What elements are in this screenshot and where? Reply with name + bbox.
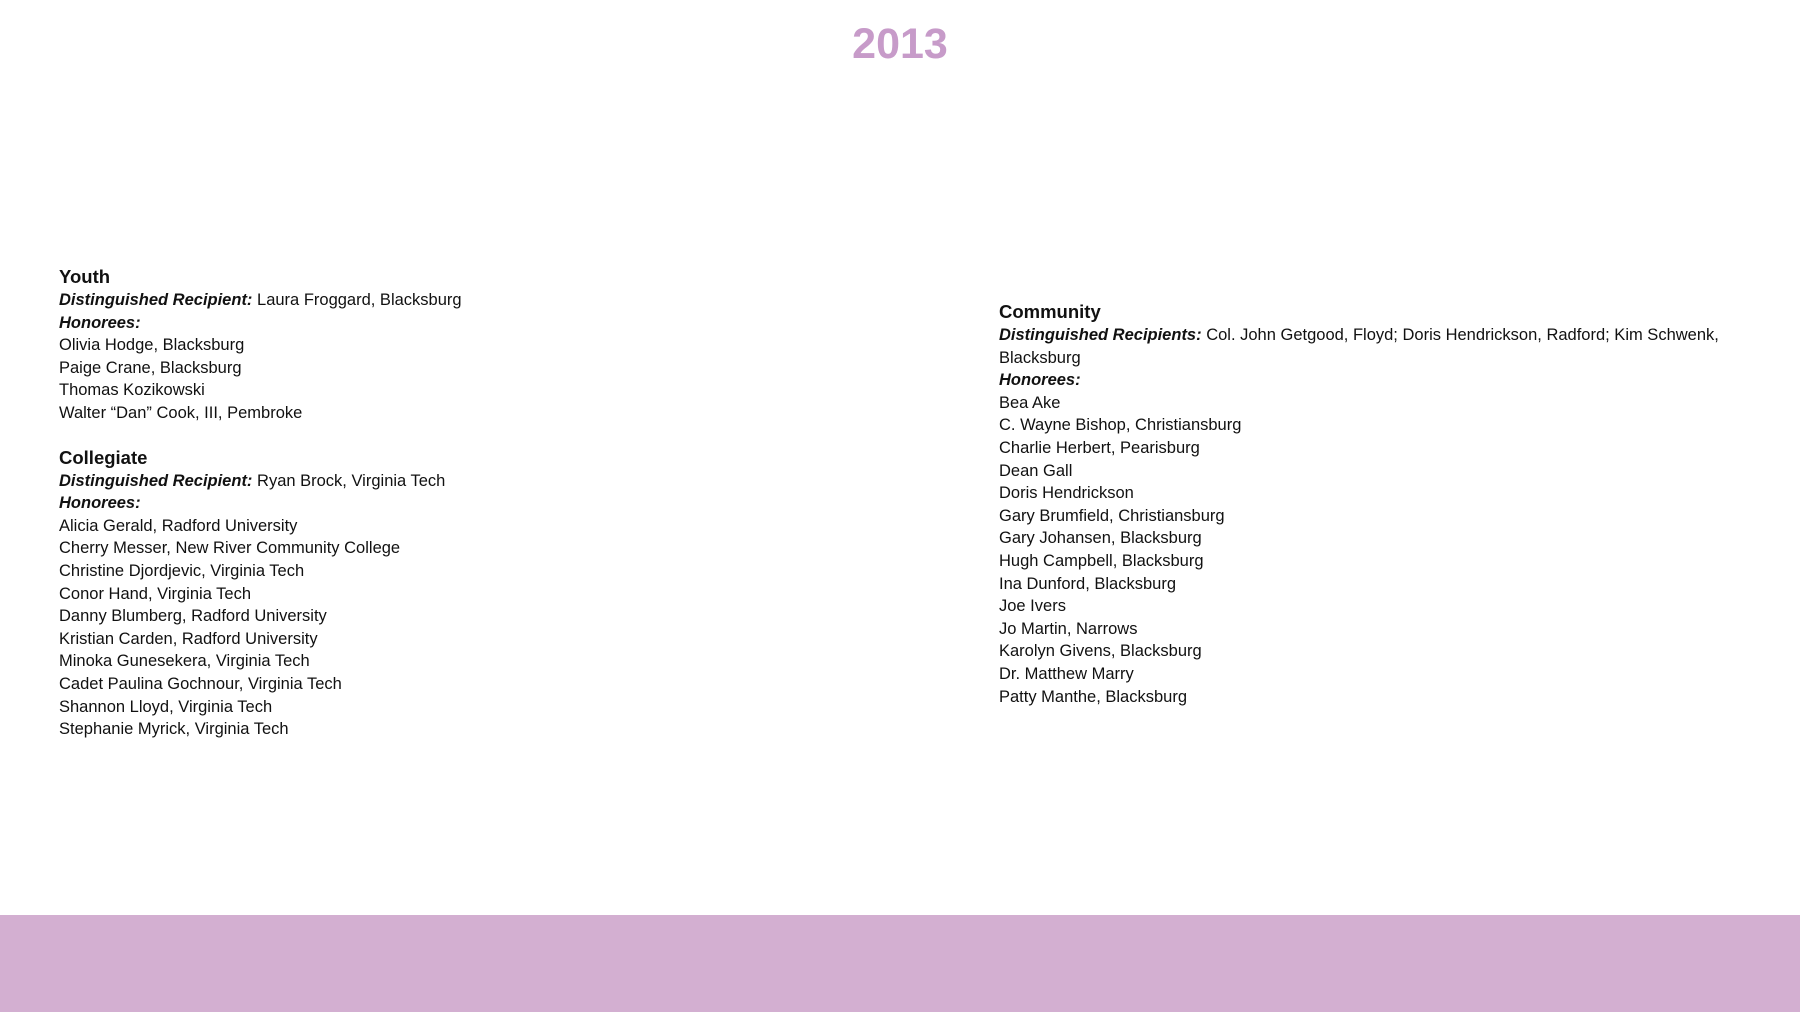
- honoree-item: C. Wayne Bishop, Christiansburg: [999, 416, 1242, 435]
- honoree-item: Jo Martin, Narrows: [999, 619, 1138, 638]
- honoree-item: Cherry Messer, New River Community College: [59, 539, 401, 558]
- distinguished-value: Col. John Getgood, Floyd; Doris Hendrickson, Radford; Kim Schwenk, Blacksburg: [999, 326, 1719, 367]
- section-heading: Youth: [59, 266, 111, 287]
- honoree-item: Gary Johansen, Blacksburg: [999, 529, 1202, 548]
- distinguished-line: [59, 470, 919, 493]
- honoree-item: Shannon Lloyd, Virginia Tech: [59, 697, 273, 716]
- honorees-label: Honorees:: [59, 313, 141, 332]
- honoree-item: Patty Manthe, Blacksburg: [999, 687, 1188, 706]
- honoree-item: Alicia Gerald, Radford University: [59, 516, 298, 535]
- honoree-item: Walter “Dan” Cook, III, Pembroke: [59, 403, 303, 422]
- honoree-item: Stephanie Myrick, Virginia Tech: [59, 720, 289, 739]
- youth-section: [59, 265, 919, 425]
- honoree-item: Hugh Campbell, Blacksburg: [999, 551, 1204, 570]
- distinguished-label: Distinguished Recipient:: [59, 471, 253, 490]
- distinguished-label: Distinguished Recipient:: [59, 291, 253, 309]
- honoree-item: Joe Ivers: [999, 597, 1066, 616]
- section-heading: Community: [999, 301, 1101, 322]
- distinguished-value: Ryan Brock, Virginia Tech: [257, 471, 446, 490]
- honoree-item: Ina Dunford, Blacksburg: [999, 574, 1177, 593]
- page-title-year: 2013: [852, 20, 948, 68]
- distinguished-label: Distinguished Recipients:: [999, 326, 1202, 344]
- right-column: [999, 300, 1739, 708]
- section-heading: Collegiate: [59, 446, 148, 468]
- footer-band: [0, 915, 1800, 1012]
- honoree-item: Danny Blumberg, Radford University: [59, 607, 327, 626]
- honoree-item: Thomas Kozikowski: [59, 381, 205, 400]
- honoree-item: Bea Ake: [999, 393, 1061, 412]
- collegiate-section: [59, 446, 919, 741]
- honoree-item: Dr. Matthew Marry: [999, 664, 1134, 683]
- honoree-item: Gary Brumfield, Christiansburg: [999, 506, 1225, 525]
- community-section: [999, 300, 1739, 708]
- honoree-item: Conor Hand, Virginia Tech: [59, 584, 252, 603]
- honoree-item: Karolyn Givens, Blacksburg: [999, 642, 1202, 661]
- honoree-item: Olivia Hodge, Blacksburg: [59, 336, 245, 355]
- honoree-item: Minoka Gunesekera, Virginia Tech: [59, 652, 310, 671]
- honoree-item: Kristian Carden, Radford University: [59, 629, 318, 648]
- distinguished-line: [999, 324, 1739, 369]
- honoree-item: Paige Crane, Blacksburg: [59, 358, 242, 377]
- honoree-item: Christine Djordjevic, Virginia Tech: [59, 561, 305, 580]
- honoree-item: Cadet Paulina Gochnour, Virginia Tech: [59, 674, 342, 693]
- distinguished-value: Laura Froggard, Blacksburg: [257, 291, 462, 309]
- honorees-label: Honorees:: [999, 371, 1081, 390]
- honoree-item: Dean Gall: [999, 461, 1073, 480]
- distinguished-line: [59, 289, 919, 312]
- honoree-item: Doris Hendrickson: [999, 484, 1134, 503]
- honorees-label: Honorees:: [59, 494, 141, 513]
- left-column: [59, 265, 919, 741]
- honoree-item: Charlie Herbert, Pearisburg: [999, 438, 1200, 457]
